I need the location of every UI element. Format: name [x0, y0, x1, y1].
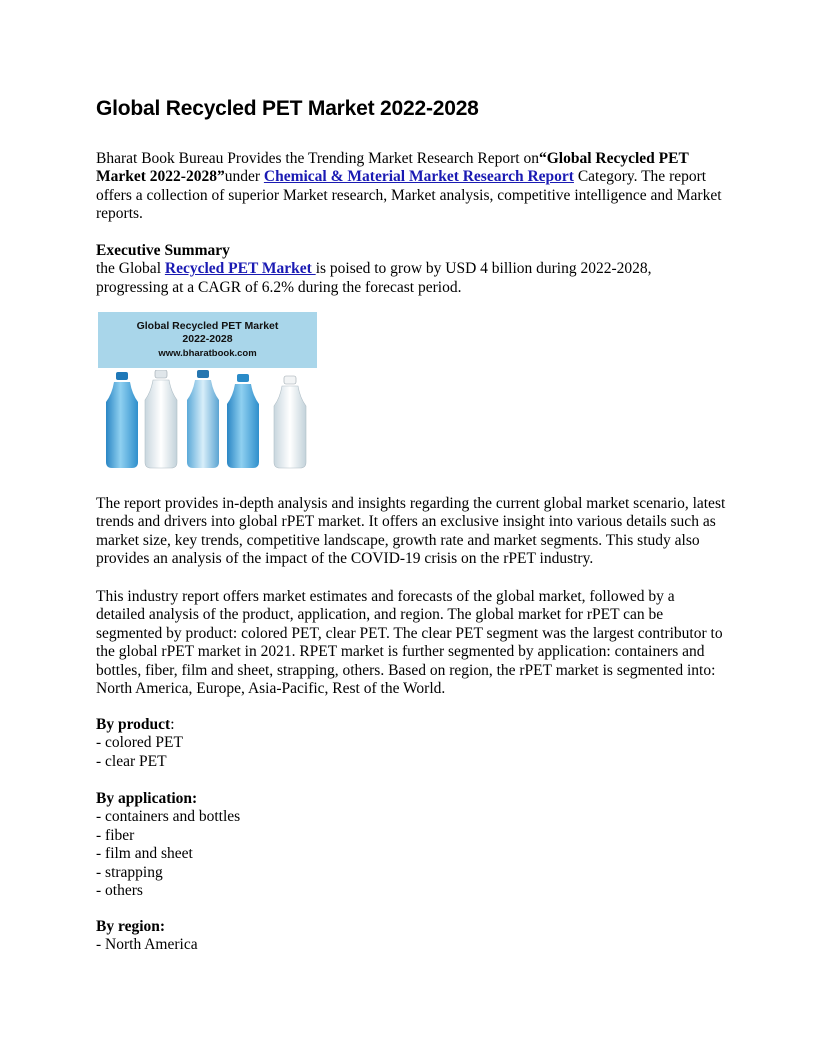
list-item: - containers and bottles	[96, 808, 241, 826]
by-product-heading: By product	[96, 716, 171, 733]
segmentation-text: This industry report offers market estimates and forecasts of the global market, followed by a detailed analysis of the product, application, and region. The global market for rPET can be segmented by product: colored PET, clear PET. The clear PET segment was the largest contributor to the global rPET market in 2021. RPET market is further segmented by application: containers and bottles, fiber, film and sheet, strapping, others. Based on region, the rPET market is segmented into: North America, Europe, Asia-Pacific, Rest of the World.	[96, 588, 723, 698]
by-region-section	[96, 918, 726, 955]
intro-under: under	[224, 168, 264, 186]
by-product-section	[96, 716, 726, 771]
list-item: - others	[96, 882, 143, 900]
recycled-pet-market-link[interactable]: Recycled PET Market	[164, 260, 316, 278]
bottle-clear-2	[274, 376, 306, 468]
category-link[interactable]: Chemical & Material Market Research Report	[263, 168, 574, 186]
executive-summary-suffix: is poised to grow by USD 4 billion during 2022-2028, progressing at a CAGR of 6.2% during the forecast period.	[96, 260, 652, 296]
list-item: - colored PET	[96, 734, 183, 752]
analysis-paragraph	[96, 495, 726, 569]
intro-report-name: “Global Recycled PET Market 2022-2028”	[96, 150, 689, 186]
banner-years: 2022-2028	[182, 332, 233, 345]
executive-summary	[96, 242, 726, 297]
report-cover-image	[96, 312, 318, 472]
bottle-clear-1	[145, 370, 177, 468]
list-item: - clear PET	[96, 752, 167, 770]
by-product-colon: :	[170, 716, 175, 733]
intro-suffix: Category. The report offers a collection of superior Market research, Market analysis, competitive intelligence and Market reports.	[96, 168, 722, 223]
by-application-section	[96, 790, 726, 900]
bottle-blue-1	[106, 372, 138, 468]
intro-paragraph	[96, 150, 726, 224]
bottles-illustration	[96, 370, 318, 470]
list-item: - strapping	[96, 863, 163, 881]
bottle-blue-3	[227, 374, 259, 468]
executive-summary-prefix: the Global	[96, 260, 165, 278]
image-banner	[98, 312, 317, 368]
list-item: - North America	[96, 936, 198, 954]
list-item: - film and sheet	[96, 845, 193, 863]
segmentation-paragraph	[96, 588, 726, 698]
banner-website: www.bharatbook.com	[158, 348, 257, 359]
list-item: - fiber	[96, 826, 135, 844]
page-title: Global Recycled PET Market 2022-2028	[96, 97, 479, 120]
executive-summary-heading: Executive Summary	[96, 242, 230, 259]
bottle-blue-2	[187, 370, 219, 468]
by-application-heading: By application:	[96, 790, 198, 807]
by-region-heading: By region:	[96, 918, 166, 935]
banner-title: Global Recycled PET Market	[136, 320, 279, 332]
intro-prefix: Bharat Book Bureau Provides the Trending Market Research Report on	[96, 150, 539, 167]
analysis-text: The report provides in-depth analysis and insights regarding the current global market scenario, latest trends and drivers into global rPET market. It offers an exclusive insight into various details such as market size, key trends, competitive landscape, growth rate and market segments. This study also provides an analysis of the impact of the COVID-19 crisis on the rPET industry.	[96, 495, 726, 568]
